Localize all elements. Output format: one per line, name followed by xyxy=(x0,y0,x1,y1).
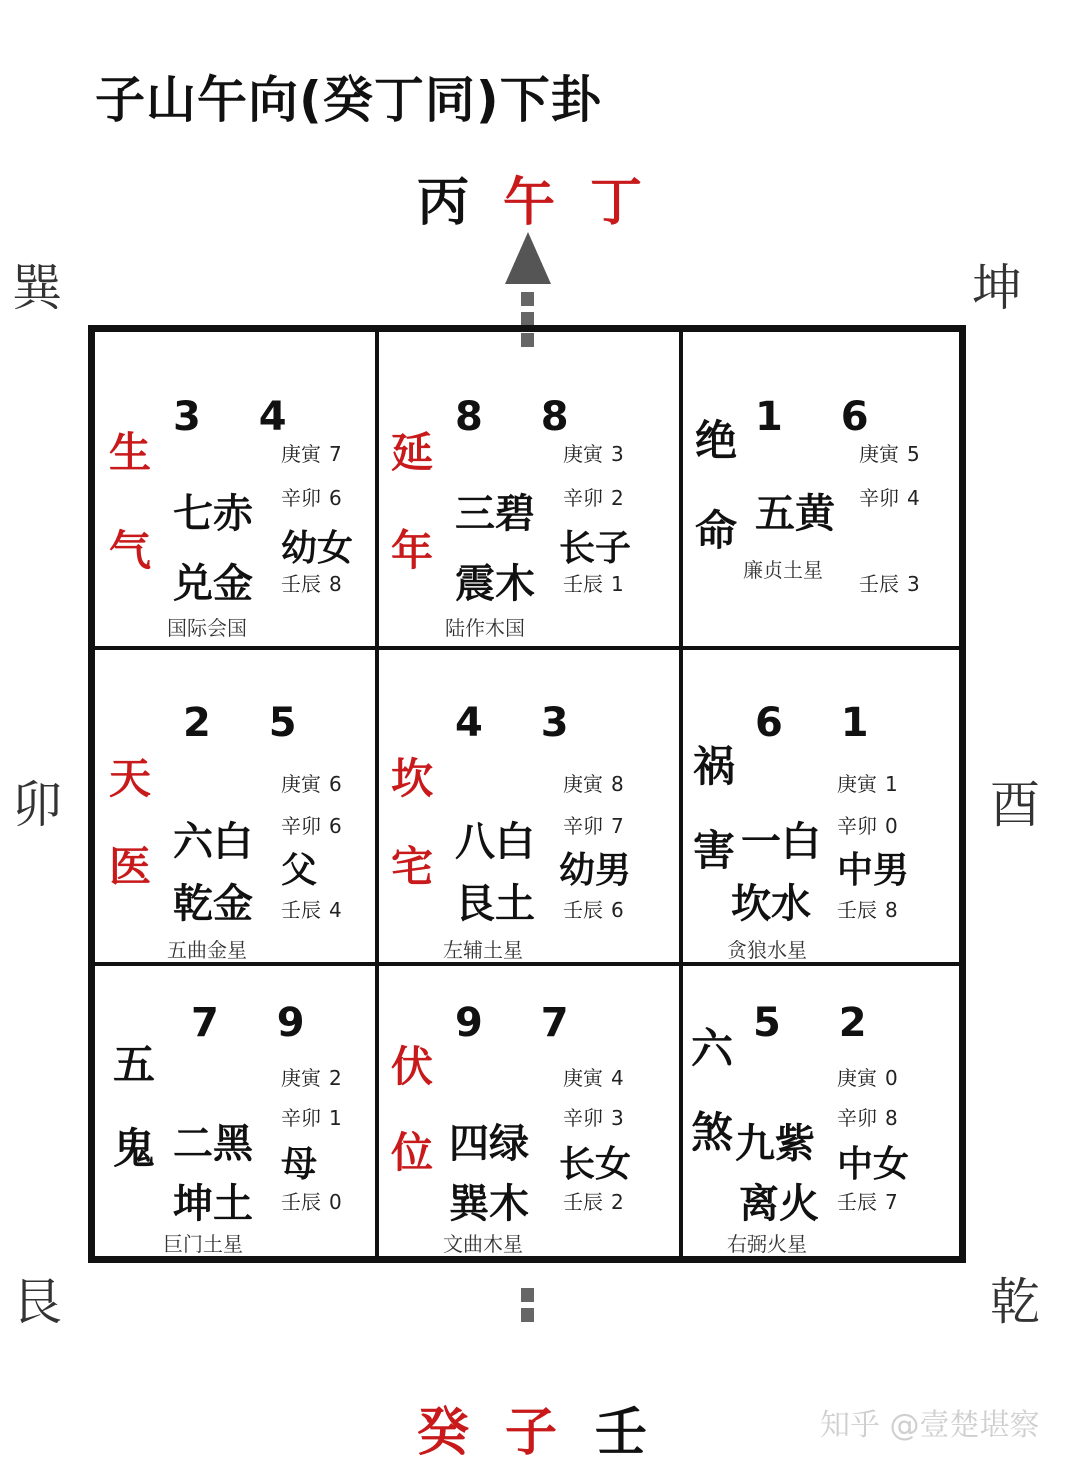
star-footer: 右弼火星 xyxy=(727,1232,807,1256)
star-numbers: 5 2 xyxy=(753,1000,889,1046)
year-row-2: 辛卯 6 xyxy=(281,486,342,510)
bottom-right-direction: 壬 xyxy=(595,1403,648,1463)
top-left-direction: 丙 xyxy=(417,173,470,233)
star-footer: 国际会国 xyxy=(167,616,247,640)
year-row-3: 壬辰 7 xyxy=(837,1190,898,1214)
dash-mark xyxy=(521,312,534,326)
star-numbers: 3 4 xyxy=(173,394,309,440)
tag-char-1: 坎 xyxy=(391,754,434,803)
year-row-3: 壬辰 6 xyxy=(563,898,624,922)
tag-char-1: 绝 xyxy=(695,416,738,465)
year-row-1: 庚寅 8 xyxy=(563,772,624,796)
top-right-direction: 丁 xyxy=(590,173,643,233)
tag-char-1: 五 xyxy=(113,1040,156,1089)
year-row-2: 辛卯 6 xyxy=(281,814,342,838)
tag-char-2: 年 xyxy=(391,526,434,575)
tag-char-1: 生 xyxy=(109,428,152,477)
year-row-1: 庚寅 1 xyxy=(837,772,898,796)
year-row-2: 辛卯 0 xyxy=(837,814,898,838)
tag-char-1: 延 xyxy=(391,428,434,477)
trigram: 坤土 xyxy=(173,1181,253,1227)
family-member: 母 xyxy=(281,1144,318,1185)
star-name: 二黑 xyxy=(173,1121,253,1167)
family-member: 幼女 xyxy=(281,528,354,569)
tag-char-1: 祸 xyxy=(693,742,736,791)
year-row-2: 辛卯 1 xyxy=(281,1106,342,1130)
year-row-3: 壬辰 3 xyxy=(859,572,920,596)
star-name: 七赤 xyxy=(173,491,253,537)
family-member: 中男 xyxy=(837,850,910,891)
year-row-1: 庚寅 6 xyxy=(281,772,342,796)
tag-char-2: 医 xyxy=(109,842,152,891)
family-member: 长女 xyxy=(559,1144,632,1185)
year-row-3: 壬辰 2 xyxy=(563,1190,624,1214)
star-name: 九紫 xyxy=(735,1121,815,1167)
palace-cell xyxy=(92,647,378,965)
corner-top-right: 坤 xyxy=(972,259,1022,317)
year-row-1: 庚寅 5 xyxy=(859,442,920,466)
trigram: 巽木 xyxy=(449,1181,529,1227)
year-row-3: 壬辰 1 xyxy=(563,572,624,596)
star-footer: 贪狼水星 xyxy=(727,938,807,962)
tag-char-2: 害 xyxy=(693,826,736,875)
dash-mark xyxy=(521,292,534,306)
corner-left: 卯 xyxy=(12,776,62,834)
family-member: 父 xyxy=(281,850,318,891)
tag-char-1: 六 xyxy=(691,1024,734,1073)
bottom-center-direction: 子 xyxy=(505,1403,558,1463)
year-row-3: 壬辰 0 xyxy=(281,1190,342,1214)
year-row-1: 庚寅 0 xyxy=(837,1066,898,1090)
tag-char-2: 宅 xyxy=(391,842,434,891)
year-row-3: 壬辰 8 xyxy=(281,572,342,596)
corner-bottom-left: 艮 xyxy=(12,1273,62,1331)
year-row-2: 辛卯 8 xyxy=(837,1106,898,1130)
trigram: 乾金 xyxy=(173,881,253,927)
star-footer: 五曲金星 xyxy=(167,938,247,962)
tag-char-2: 气 xyxy=(109,526,152,575)
arrow-up-icon xyxy=(505,232,551,284)
star-numbers: 6 1 xyxy=(755,700,891,746)
palace-cell xyxy=(680,329,962,649)
trigram: 艮土 xyxy=(455,881,535,927)
year-row-1: 庚寅 3 xyxy=(563,442,624,466)
year-row-2: 辛卯 3 xyxy=(563,1106,624,1130)
year-row-2: 辛卯 2 xyxy=(563,486,624,510)
star-footer: 陆作木国 xyxy=(445,616,525,640)
palace-cell xyxy=(376,963,682,1259)
year-row-2: 辛卯 4 xyxy=(859,486,920,510)
star-name: 八白 xyxy=(455,819,535,865)
watermark: 知乎 @壹楚堪察 xyxy=(820,1408,1040,1443)
family-member: 中女 xyxy=(837,1144,910,1185)
star-numbers: 7 9 xyxy=(191,1000,327,1046)
dash-mark xyxy=(521,1308,534,1322)
family-member: 幼男 xyxy=(559,850,632,891)
trigram: 坎水 xyxy=(731,881,811,927)
star-numbers: 2 5 xyxy=(183,700,319,746)
corner-top-left: 巽 xyxy=(12,259,62,317)
star-name: 五黄 xyxy=(755,491,835,537)
star-footer: 廉贞土星 xyxy=(743,558,823,582)
star-numbers: 9 7 xyxy=(455,1000,591,1046)
tag-char-2: 煞 xyxy=(691,1108,734,1157)
page-title: 子山午向(癸丁同)下卦 xyxy=(95,71,602,129)
bottom-left-direction: 癸 xyxy=(417,1403,470,1463)
star-numbers: 4 3 xyxy=(455,700,591,746)
star-numbers: 1 6 xyxy=(755,394,891,440)
year-row-1: 庚寅 4 xyxy=(563,1066,624,1090)
star-name: 一白 xyxy=(741,819,821,865)
star-numbers: 8 8 xyxy=(455,394,591,440)
star-name: 四绿 xyxy=(449,1121,529,1167)
tag-char-2: 命 xyxy=(695,506,738,555)
star-name: 三碧 xyxy=(455,491,535,537)
dash-mark xyxy=(521,1288,534,1302)
palace-cell xyxy=(376,329,682,649)
family-member: 长子 xyxy=(559,528,632,569)
corner-right: 酉 xyxy=(990,776,1040,834)
star-footer: 巨门土星 xyxy=(163,1232,243,1256)
tag-char-2: 位 xyxy=(391,1128,434,1177)
year-row-3: 壬辰 4 xyxy=(281,898,342,922)
palace-cell xyxy=(92,963,378,1259)
corner-bottom-right: 乾 xyxy=(990,1273,1040,1331)
palace-cell xyxy=(376,647,682,965)
trigram: 震木 xyxy=(455,561,535,607)
tag-char-1: 天 xyxy=(109,754,152,803)
trigram: 兑金 xyxy=(173,561,253,607)
top-center-direction: 午 xyxy=(503,173,556,233)
year-row-2: 辛卯 7 xyxy=(563,814,624,838)
year-row-1: 庚寅 7 xyxy=(281,442,342,466)
star-name: 六白 xyxy=(173,819,253,865)
tag-char-2: 鬼 xyxy=(113,1124,156,1173)
star-footer: 左辅土星 xyxy=(443,938,523,962)
star-footer: 文曲木星 xyxy=(443,1232,523,1256)
palace-cell xyxy=(680,647,962,965)
nine-palace-grid xyxy=(88,325,966,1263)
year-row-3: 壬辰 8 xyxy=(837,898,898,922)
palace-cell xyxy=(680,963,962,1259)
year-row-1: 庚寅 2 xyxy=(281,1066,342,1090)
palace-cell xyxy=(92,329,378,649)
trigram: 离火 xyxy=(739,1181,819,1227)
tag-char-1: 伏 xyxy=(391,1042,434,1091)
